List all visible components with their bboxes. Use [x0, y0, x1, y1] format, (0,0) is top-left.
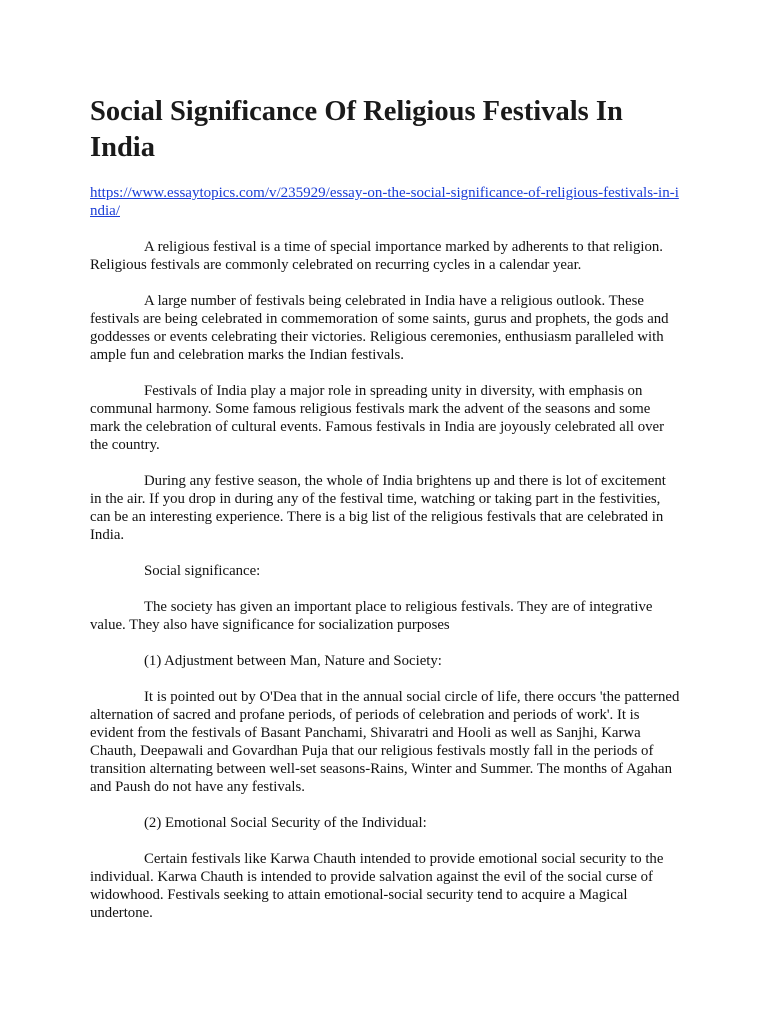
paragraph-7: Certain festivals like Karwa Chauth intended to provide emotional social security to the individual. Karwa Chauth is intended to provide salvation against the evil of the social curse of widowhood. Festivals seeking to attain emotional-social security tend to acquire a Magical undertone. — [90, 851, 664, 921]
paragraph-4: During any festive season, the whole of India brightens up and there is lot of excitement in the air. If you drop in during any of the festival time, watching or taking part in the festivities, can be an interesting experience. There is a big list of the religious festivals that are celebrated in India. — [90, 473, 666, 543]
subheading-adjustment: (1) Adjustment between Man, Nature and Society: — [144, 653, 442, 669]
subheading-emotional-security: (2) Emotional Social Security of the Individual: — [144, 815, 427, 831]
paragraph-2: A large number of festivals being celebrated in India have a religious outlook. These festivals are being celebrated in commemoration of some saints, gurus and prophets, the gods and goddesses or events celebrating their victories. Religious ceremonies, enthusiasm paralleled with ample fun and celebration marks the Indian festivals. — [90, 293, 669, 363]
document-page — [90, 94, 680, 940]
paragraph-1: A religious festival is a time of special importance marked by adherents to that religion. Religious festivals are commonly celebrated on recurring cycles in a calendar year. — [90, 239, 663, 273]
source-link[interactable]: https://www.essaytopics.com/v/235929/essay-on-the-social-significance-of-religious-festivals-in-india/ — [90, 185, 679, 219]
paragraph-3: Festivals of India play a major role in spreading unity in diversity, with emphasis on communal harmony. Some famous religious festivals mark the advent of the seasons and some mark the celebration of cultural events. Famous festivals in India are joyously celebrated all over the country. — [90, 383, 665, 453]
section-heading-social-significance: Social significance: — [144, 563, 261, 579]
page-title: Social Significance Of Religious Festivals In India — [90, 96, 623, 163]
paragraph-5: The society has given an important place to religious festivals. They are of integrative value. They also have significance for socialization purposes — [90, 599, 653, 633]
paragraph-6: It is pointed out by O'Dea that in the annual social circle of life, there occurs 'the patterned alternation of sacred and profane periods, of periods of celebration and periods of work'. It is evident from the festivals of Basant Panchami, Shivaratri and Hooli as well as Sanjhi, Karwa Chauth, Deepawali and Govardhan Puja that our religious festivals mostly fall in the periods of transition alternating between well-set seasons-Rains, Winter and Summer. The months of Agahan and Paush do not have any festivals. — [90, 689, 680, 795]
